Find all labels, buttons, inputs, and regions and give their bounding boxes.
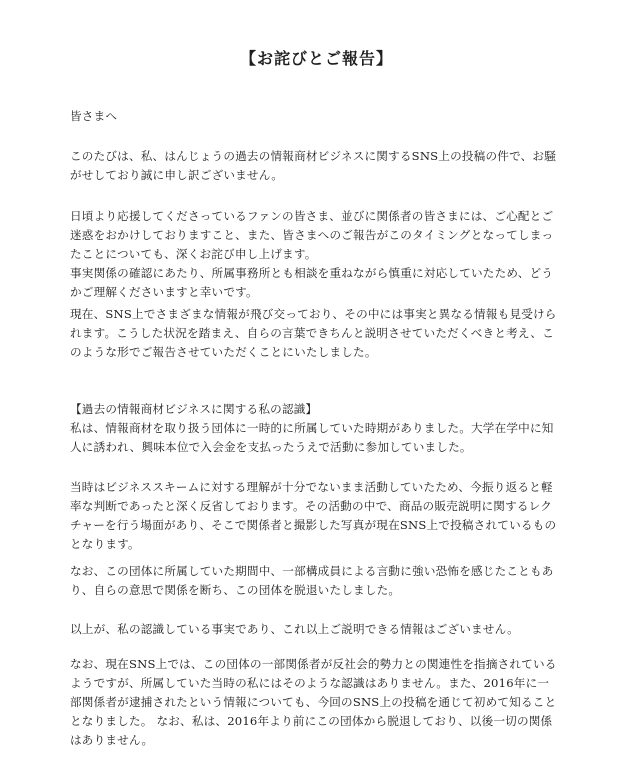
section-my-recognition bbox=[70, 400, 570, 457]
text-line: なお、この団体に所属していた期間中、一部構成員による言動に強い恐怖を感じたこともあ bbox=[70, 564, 554, 578]
text-line: 日頃より応援してくださっているファンの皆さま、並びに関係者の皆さまには、ご心配とご bbox=[70, 209, 554, 223]
text-line: り、自らの意思で関係を断ち、この団体を脱退いたしました。 bbox=[70, 583, 401, 597]
greeting bbox=[70, 107, 570, 126]
text-line: 率な判断であったと深く反省しております。その活動の中で、商品の販売説明に関するレク bbox=[70, 499, 553, 513]
text-line: ようですが、所属していた当時の私にはそのような認識はありません。また、2016年に一 bbox=[70, 676, 550, 690]
text-line: 以上が、私の認識している事実であり、これ以上ご説明できる情報はございません。 bbox=[70, 622, 519, 636]
document-title: 【お詫びとご報告】 bbox=[239, 49, 393, 68]
text-line: 迷惑をおかけしておりますこと、また、皆さまへのご報告がこのタイミングとなってしまっ bbox=[70, 228, 554, 242]
text-line: となりました。 なお、私は、2016年より前にこの団体から脱退しており、以後一切の関係 bbox=[70, 714, 553, 728]
text-line: チャーを行う場面があり、そこで関係者と撮影した写真が現在SNS上で投稿されているもの bbox=[70, 518, 557, 532]
text-line: このたびは、私、はんじょうの過去の情報商材ビジネスに関するSNS上の投稿の件で、お騒 bbox=[70, 149, 557, 163]
paragraph-additional-notes bbox=[70, 655, 570, 750]
text-line: のような形でご報告させていただくことにいたしました。 bbox=[70, 345, 377, 359]
paragraph-apology bbox=[70, 147, 570, 185]
text-line: となります。 bbox=[70, 537, 140, 551]
text-line: なお、現在SNS上では、この団体の一部関係者が反社会的勢力との関連性を指摘されている bbox=[70, 657, 557, 671]
paragraph-to-fans bbox=[70, 207, 570, 302]
paragraph-current-situation bbox=[70, 305, 570, 362]
text-line: 私は、情報商材を取り扱う団体に一時的に所属していた時期がありました。大学在学中に知 bbox=[70, 421, 554, 435]
text-line: かご理解くださいますと幸いです。 bbox=[70, 285, 258, 299]
text-line: 人に誘われ、興味本位で入会金を支払ったうえで活動に参加していました。 bbox=[70, 440, 472, 454]
greeting-text: 皆さまへ bbox=[70, 109, 118, 123]
section-heading: 【過去の情報商材ビジネスに関する私の認識】 bbox=[70, 402, 318, 416]
paragraph-reflection bbox=[70, 478, 570, 554]
paragraph-withdrawal bbox=[70, 562, 570, 600]
text-line: 当時はビジネススキームに対する理解が十分でないまま活動していたため、今振り返ると軽 bbox=[70, 480, 553, 494]
text-line: はありません。 bbox=[70, 733, 154, 747]
text-line: 現在、SNS上でさまざまな情報が飛び交っており、その中には事実と異なる情報も見受けら bbox=[70, 307, 557, 321]
paragraph-summary bbox=[70, 620, 570, 639]
text-line: 部関係者が逮捕されたという情報についても、今回のSNS上の投稿を通じて初めて知ること bbox=[70, 695, 557, 709]
text-line: れます。こうした状況を踏まえ、自らの言葉できちんと説明させていただくべきと考え、こ bbox=[70, 326, 555, 340]
text-line: たことについても、深くお詫び申し上げます。 bbox=[70, 247, 317, 261]
text-line: 事実関係の確認にあたり、所属事務所とも相談を重ねながら慎重に対応していたため、どう bbox=[70, 266, 554, 280]
text-line: がせしており誠に申し訳ございません。 bbox=[70, 168, 283, 182]
